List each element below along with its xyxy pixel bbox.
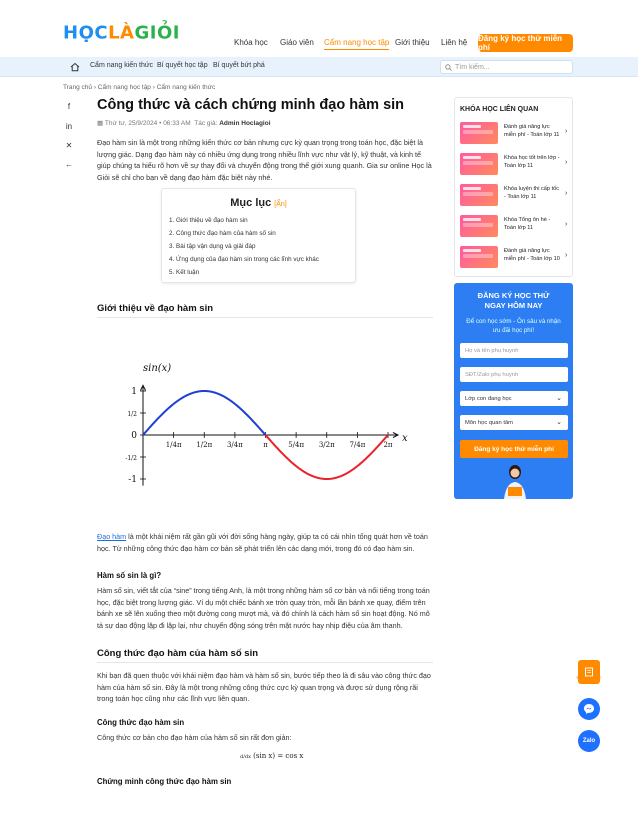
divider <box>97 317 433 318</box>
intro-paragraph: Đạo hàm sin là một trong những kiến thức cơ bản nhưng cực kỳ quan trọng trong toán học, đặc biệt là lượng giác. Dạng đạo hàm này có nhiều ứng dụng trong nhiều lĩnh vực như vật lý, kỹ thuật, và kinh tế giúp chúng ta hiểu rõ hơn về sự thay đổi và chuyển động trong thế giới xung quanh. Gia sư online Học là Giỏi sẽ chỉ cho bạn về dạng đạo hàm đặc biệt này nhé. <box>97 138 432 182</box>
y-tick-label: 0 <box>131 431 137 441</box>
toc-item-1[interactable]: 1. Giới thiệu về đạo hàm sin <box>169 217 248 224</box>
messenger-button[interactable] <box>578 698 600 720</box>
course-thumbnail <box>460 215 498 237</box>
course-item[interactable] <box>460 153 570 179</box>
toc-title: Mục lục <box>230 197 272 209</box>
subject-select[interactable] <box>460 415 568 430</box>
logo-part-3: GIỎI <box>134 22 180 44</box>
nav-khoa-hoc[interactable]: Khóa học <box>234 38 268 47</box>
divider <box>97 662 433 663</box>
x-tick-label: 7/4π <box>349 441 366 449</box>
chevron-down-icon: ⌄ <box>556 395 562 402</box>
course-name: Đánh giá năng lực miễn phí - Toán lớp 11 <box>504 124 560 138</box>
article-title: Công thức và cách chứng minh đạo hàm sin <box>97 97 405 113</box>
course-item[interactable] <box>460 246 570 272</box>
home-icon[interactable] <box>70 62 80 72</box>
form-submit-button[interactable]: Đăng ký học thử miễn phí <box>460 440 568 458</box>
x-share-icon[interactable]: ✕ <box>65 140 73 150</box>
course-name: Đánh giá năng lực miễn phí - Toán lớp 10 <box>504 248 560 262</box>
formula-text: (sin x) = cos x <box>253 752 304 760</box>
article-time: 06:33 AM <box>163 120 191 127</box>
y-tick-label: 1/2 <box>127 411 137 418</box>
chevron-right-icon: › <box>565 221 568 228</box>
course-name: Khóa học tốt trên lớp - Toán lớp 11 <box>504 155 560 169</box>
grade-select-label: Lớp con đang học <box>465 395 512 402</box>
nav-gioi-thieu[interactable]: Giới thiệu <box>395 38 430 47</box>
y-tick-label: -1/2 <box>125 455 137 462</box>
x-tick-label: 5/4π <box>288 441 305 449</box>
form-subtitle: Để con học sớm - Ôn sâu và nhận ưu đãi học phí! <box>466 318 561 334</box>
course-name: Khóa Tổng ôn hè - Toán lớp 11 <box>504 217 551 231</box>
y-tick-label: 1 <box>131 387 137 397</box>
table-of-contents <box>161 188 356 283</box>
floating-register-label: Đăng ký học thử <box>576 675 602 685</box>
site-logo[interactable] <box>63 23 180 44</box>
x-tick-label: 3/2π <box>318 441 335 449</box>
author-label: Tác giả: <box>194 120 218 127</box>
search-icon <box>445 64 452 71</box>
heading-formula: Công thức đạo hàm sin <box>97 718 185 727</box>
dao-ham-link[interactable]: Đạo hàm <box>97 532 127 541</box>
trial-registration-form <box>454 283 573 499</box>
article-date: Thứ tư, 25/9/2024 <box>104 120 158 127</box>
x-tick-label: 2π <box>383 441 393 449</box>
x-tick-label: π <box>263 441 268 449</box>
calendar-icon: ▦ <box>97 120 104 127</box>
related-courses-panel <box>454 97 573 277</box>
messenger-icon <box>583 703 595 715</box>
toc-item-5[interactable]: 5. Kết luận <box>169 269 200 276</box>
linkedin-share-icon[interactable]: in <box>65 121 73 131</box>
related-courses-title: KHÓA HỌC LIÊN QUAN <box>460 106 539 113</box>
nav-lien-he[interactable]: Liên hệ <box>441 38 468 47</box>
toc-item-3[interactable]: 3. Bài tập vận dụng và giải đáp <box>169 243 256 250</box>
course-thumbnail <box>460 246 498 268</box>
paragraph-formula-intro: Khi bạn đã quen thuộc với khái niệm đạo hàm và hàm số sin, bước tiếp theo là đi sâu vào công thức đạo hàm của hàm số sin. Đây là một trong những công thức cực kỳ quan trọng và được sử dụng rộng rãi trong toán học cũng như các lĩnh vực liên quan. <box>97 671 431 703</box>
course-thumbnail <box>460 184 498 206</box>
chart-title: sin(x) <box>143 363 172 374</box>
article-author: Admin Hoclagioi <box>219 120 271 127</box>
course-item[interactable] <box>460 215 570 241</box>
zalo-label: Zalo <box>582 738 596 744</box>
back-share-icon[interactable]: ← <box>65 159 73 169</box>
form-title: ĐĂNG KÝ HỌC THỬ NGAY HÔM NAY <box>477 291 550 310</box>
toc-toggle[interactable]: [Ẩn] <box>274 201 287 208</box>
x-tick-label: 1/2π <box>196 441 213 449</box>
chart-x-label: x <box>402 433 408 444</box>
course-item[interactable] <box>460 184 570 210</box>
logo-part-1: HỌC <box>63 22 109 44</box>
section-intro-heading: Giới thiệu về đạo hàm sin <box>97 303 214 314</box>
toc-item-2[interactable]: 2. Công thức đạo hàm của hàm số sin <box>169 230 276 237</box>
header-trial-button[interactable]: Đăng ký học thử miễn phí <box>478 34 573 52</box>
subnav-kien-thuc[interactable]: Cẩm nang kiến thức <box>90 62 154 69</box>
toc-item-4[interactable]: 4. Ứng dụng của đạo hàm sin trong các lĩnh vực khác <box>169 256 319 263</box>
facebook-share-icon[interactable]: f <box>67 101 71 111</box>
formula-display <box>240 752 303 760</box>
heading-ham-so-sin: Hàm số sin là gì? <box>97 571 162 580</box>
paragraph-dao-ham <box>97 531 433 554</box>
paragraph-ham-so-sin: Hàm số sin, viết tắt của “sine” trong tiếng Anh, là một trong những hàm số cơ bản và nổi tiếng trong toán học, đặc biệt trong lượng giác. Ví dụ một chiếc bánh xe tròn quay tròn, mỗi lần bánh xe quay, điểm trên bánh xe sẽ lên xuống theo một đường cong mượt mà, và đó chính là cách hàm số sin hoạt động. Nó mô tả sự dao động lặp đi lặp lại, như chuyển động sóng trên mặt nước hay nhịp điệu của âm thanh. <box>97 586 430 630</box>
section-formula-heading: Công thức đạo hàm của hàm số sin <box>97 648 259 659</box>
paragraph-dao-ham-text: là một khái niệm rất gần gũi với đời sống hàng ngày, giúp ta có cái nhìn tổng quát hơn về toán học. Từ những công thức đạo hàm cơ bản sẽ phát triển lên các dạng mới, trong đó có đạo hàm sin. <box>97 532 428 553</box>
nav-giao-vien[interactable]: Giáo viên <box>280 38 314 47</box>
course-thumbnail <box>460 122 498 144</box>
subnav-bi-quyet-hoc-tap[interactable]: Bí quyết học tập <box>157 62 208 69</box>
zalo-button[interactable] <box>578 730 600 752</box>
chevron-right-icon: › <box>565 190 568 197</box>
site-header <box>0 0 638 57</box>
parent-name-field[interactable]: Họ và tên phụ huynh <box>460 343 568 358</box>
formula-operator: d/dx <box>240 754 251 760</box>
x-tick-label: 3/4π <box>226 441 243 449</box>
subject-select-label: Môn học quan tâm <box>465 419 514 426</box>
breadcrumb[interactable]: Trang chủ › Cẩm nang học tập › Cẩm nang kiến thức <box>63 84 216 91</box>
paragraph-formula-simple: Công thức cơ bản cho đạo hàm của hàm số sin rất đơn giản: <box>97 733 292 742</box>
course-item[interactable] <box>460 122 570 148</box>
logo-part-2: LÀ <box>108 22 135 44</box>
search-placeholder: Tìm kiếm... <box>455 63 490 71</box>
chevron-right-icon: › <box>565 159 568 166</box>
chart-series-positive <box>143 391 266 435</box>
course-name: Khóa luyện thi cấp tốc - Toán lớp 11 <box>504 186 560 200</box>
parent-phone-field[interactable]: SĐT/Zalo phụ huynh <box>460 367 568 382</box>
grade-select[interactable] <box>460 391 568 406</box>
heading-proof: Chứng minh công thức đạo hàm sin <box>97 777 232 786</box>
search-input[interactable] <box>440 60 573 74</box>
course-thumbnail <box>460 153 498 175</box>
chevron-down-icon: ⌄ <box>556 419 562 426</box>
sine-chart <box>112 355 412 495</box>
chevron-right-icon: › <box>565 252 568 259</box>
article-meta: ▦ Thứ tư, 25/9/2024 • 06:33 AM Tác giả: Admin Hoclagioi <box>97 120 271 127</box>
subnav-bi-quyet-but-pha[interactable]: Bí quyết bứt phá <box>213 62 265 69</box>
chevron-right-icon: › <box>565 128 568 135</box>
y-tick-label: -1 <box>128 475 137 485</box>
nav-cam-nang[interactable]: Cẩm nang học tập <box>324 38 389 50</box>
student-illustration <box>498 463 532 499</box>
x-tick-label: 1/4π <box>165 441 182 449</box>
